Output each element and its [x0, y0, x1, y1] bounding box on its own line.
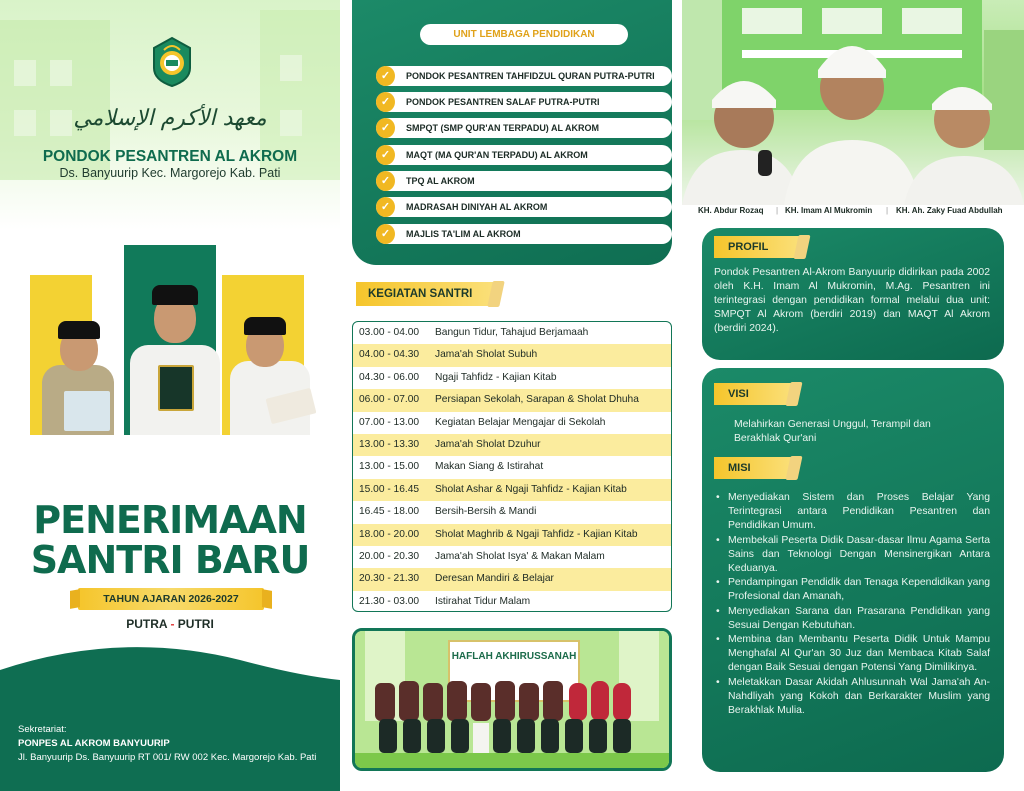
kyai-photo-illustration: [682, 0, 1024, 205]
headline-line-1: PENERIMAAN: [33, 498, 307, 542]
schedule-time: 20.30 - 21.30: [359, 573, 420, 585]
checkmark-icon: ✓: [376, 92, 395, 112]
schedule-time: 04.30 - 06.00: [359, 371, 420, 383]
misi-item: • Membekali Peserta Didik Dasar-dasar Ilmu Agama Serta Sains dan Teknologi Dengan Mensinergikan Antara Keduanya.: [714, 534, 990, 577]
academic-year: TAHUN AJARAN 2026-2027: [103, 593, 239, 605]
schedule-row: [353, 389, 671, 411]
schedule-row: [353, 546, 671, 568]
group-photo-illustration: [355, 631, 669, 768]
checkmark-icon: ✓: [376, 197, 395, 217]
kyai-names: [682, 204, 1024, 218]
schedule-row: [353, 479, 671, 501]
unit-item-label: SMPQT (SMP QUR'AN TERPADU) AL AKROM: [406, 123, 599, 133]
gender-label: [0, 617, 340, 631]
schedule-row: [353, 501, 671, 523]
misi-heading: MISI: [714, 457, 794, 479]
unit-item: [376, 92, 672, 112]
unit-item: [376, 145, 672, 165]
unit-item: [376, 171, 672, 191]
misi-item: • Menyediakan Sarana dan Prasarana Pendidikan yang Sesuai Dengan Kebutuhan.: [714, 605, 990, 633]
schedule-time: 13.00 - 15.00: [359, 461, 420, 473]
unit-item: [376, 118, 672, 138]
left-panel: [0, 0, 340, 791]
unit-item-label: MAJLIS TA'LIM AL AKROM: [406, 229, 521, 239]
gender-dash: -: [170, 617, 175, 631]
schedule-time: 13.00 - 13.30: [359, 438, 420, 450]
pesantren-address: Ds. Banyuurip Kec. Margorejo Kab. Pati: [59, 166, 281, 180]
haflah-group-photo: [352, 628, 672, 771]
schedule-activity: Persiapan Sekolah, Sarapan & Sholat Dhuha: [435, 394, 639, 406]
schedule-row: [353, 591, 671, 612]
pesantren-title: PONDOK PESANTREN AL AKROM: [42, 148, 298, 165]
schedule-row: [353, 434, 671, 456]
academic-year-ribbon: [78, 588, 264, 610]
students-photo: [30, 245, 320, 455]
misi-item: • Meletakkan Dasar Akidah Ahlusunnah Wal Jama'ah An-Nahdliyah yang Kokoh dan Berkarakter Muslim yang Berakhlak Mulia.: [714, 676, 990, 719]
schedule-row: [353, 568, 671, 590]
kyai-photo: [682, 0, 1024, 205]
schedule-table: [352, 321, 672, 612]
unit-item-label: TPQ AL AKROM: [406, 176, 475, 186]
unit-heading: UNIT LEMBAGA PENDIDIKAN: [420, 24, 628, 45]
schedule-activity: Sholat Maghrib & Ngaji Tahfidz - Kajian Kitab: [435, 528, 638, 540]
visi-heading: VISI: [714, 383, 794, 405]
schedule-activity: Istirahat Tidur Malam: [435, 595, 531, 607]
kyai-name-1: KH. Abdur Rozaq: [698, 206, 764, 215]
misi-item: • Pendampingan Pendidik dan Tenaga Kependidikan yang Profesional dan Amanah,: [714, 576, 990, 604]
kyai-name-3: KH. Ah. Zaky Fuad Abdullah: [896, 206, 1003, 215]
putra-label: PUTRA: [126, 617, 168, 631]
checkmark-icon: ✓: [376, 145, 395, 165]
name-separator: |: [886, 206, 889, 215]
schedule-activity: Bangun Tidur, Tahajud Berjamaah: [435, 327, 589, 338]
schedule-time: 20.00 - 20.30: [359, 550, 420, 562]
unit-item-label: MADRASAH DINIYAH AL AKROM: [406, 202, 548, 212]
name-separator: |: [776, 206, 779, 215]
schedule-activity: Sholat Ashar & Ngaji Tahfidz - Kajian Kitab: [435, 483, 627, 495]
unit-item-label: PONDOK PESANTREN TAHFIDZUL QURAN PUTRA-PUTRI: [406, 71, 655, 81]
schedule-activity: Bersih-Bersih & Mandi: [435, 506, 537, 518]
misi-item: • Menyediakan Sistem dan Proses Belajar Yang Terintegrasi antara Pendidikan Pesantren dan Pendidikan Umum.: [714, 491, 990, 534]
schedule-activity: Deresan Mandiri & Belajar: [435, 573, 554, 585]
kyai-name-2: KH. Imam Al Mukromin: [785, 206, 873, 215]
unit-item: [376, 224, 672, 244]
checkmark-icon: ✓: [376, 224, 395, 244]
schedule-activity: Jama'ah Sholat Dzuhur: [435, 438, 541, 450]
secretariat-address: Jl. Banyuurip Ds. Banyuurip RT 001/ RW 002 Kec. Margorejo Kab. Pati: [18, 752, 317, 763]
schedule-row: [353, 367, 671, 389]
banner-text: HAFLAH AKHIRUSSANAH: [451, 651, 577, 662]
visi-text: Melahirkan Generasi Unggul, Terampil dan Berakhlak Qur'ani: [734, 419, 931, 444]
schedule-row: [353, 412, 671, 434]
putri-label: PUTRI: [177, 617, 214, 631]
schedule-activity: Makan Siang & Istirahat: [435, 461, 544, 473]
schedule-row: [353, 524, 671, 546]
schedule-row: [353, 456, 671, 478]
middle-panel: [340, 0, 682, 791]
unit-item-label: PONDOK PESANTREN SALAF PUTRA-PUTRI: [406, 97, 600, 107]
pesantren-crest-icon: [150, 36, 194, 88]
headline-line-2: SANTRI BARU: [30, 538, 310, 582]
kegiatan-heading: KEGIATAN SANTRI: [356, 282, 496, 306]
checkmark-icon: ✓: [376, 118, 395, 138]
misi-list: [714, 491, 990, 718]
schedule-time: 03.00 - 04.00: [359, 327, 420, 338]
schedule-activity: Jama'ah Sholat Isya' & Makan Malam: [435, 550, 605, 562]
schedule-activity: Kegiatan Belajar Mengajar di Sekolah: [435, 416, 606, 428]
right-panel: [682, 0, 1024, 791]
secretariat-info: [18, 723, 316, 765]
secretariat-label: Sekretariat:: [18, 724, 67, 735]
schedule-row: [353, 322, 671, 344]
checkmark-icon: ✓: [376, 171, 395, 191]
profil-heading: PROFIL: [714, 236, 802, 258]
unit-item: [376, 66, 672, 86]
schedule-time: 16.45 - 18.00: [359, 506, 420, 518]
schedule-activity: Jama'ah Sholat Subuh: [435, 349, 538, 361]
unit-lembaga-card: [352, 0, 672, 265]
checkmark-icon: ✓: [376, 66, 395, 86]
secretariat-name: PONPES AL AKROM BANYUURIP: [18, 738, 170, 749]
schedule-activity: Ngaji Tahfidz - Kajian Kitab: [435, 371, 557, 383]
misi-item: • Membina dan Membantu Peserta Didik Untuk Mampu Menghafal Al Qur'an 30 Juz dan Membaca Kitab Salaf dengan Baik Sesuai dengan Potensi Yang Dimilikinya.: [714, 633, 990, 676]
schedule-time: 15.00 - 16.45: [359, 483, 420, 495]
unit-item-label: MAQT (MA QUR'AN TERPADU) AL AKROM: [406, 150, 588, 160]
profil-text: Pondok Pesantren Al-Akrom Banyuurip didirikan pada 2002 oleh K.H. Imam Al Mukromin, M.Ag. Pesantren ini terintegrasi dengan pendidikan formal melalui dua unit: SMPQT Al Akrom (berdiri 2019) dan MAQT Al Akrom (berdiri 2024).: [714, 267, 990, 334]
schedule-row: [353, 344, 671, 366]
headline: [0, 500, 340, 580]
schedule-time: 04.00 - 04.30: [359, 349, 420, 361]
schedule-time: 07.00 - 13.00: [359, 416, 420, 428]
schedule-time: 21.30 - 03.00: [359, 595, 420, 607]
schedule-time: 18.00 - 20.00: [359, 528, 420, 540]
unit-item: [376, 197, 672, 217]
schedule-time: 06.00 - 07.00: [359, 394, 420, 406]
footer-wave: [0, 640, 340, 791]
arabic-name: معهد الأكرم الإسلامي: [73, 106, 267, 131]
